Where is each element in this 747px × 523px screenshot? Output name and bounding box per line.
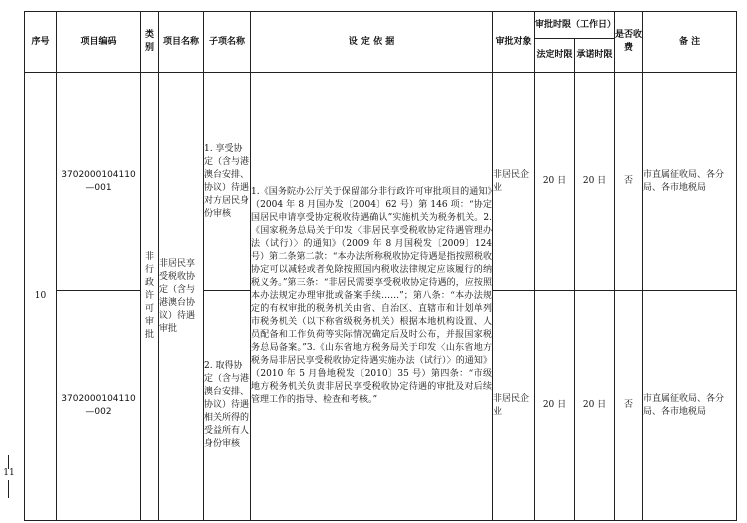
header-fee: 是否收费: [615, 12, 643, 73]
row-basis: 1.《国务院办公厅关于保留部分非行政许可审批项目的通知》（2004 年 8 月国办发〔2004〕62 号）第 146 项：“协定国居民申请享受协定税收待遇确认”实施机关为税务机关。2.《国家税务总局关于印发〈非居民享受税收协定待遇管理办法（试行）〉的通知》（2009 年 8 月国税发〔2009〕124 号）第二条第二款：“本办法所称税收协定待遇是指按照税收协定可以减轻或者免除按照国内税收法律规定应该履行的纳税义务。”第三条：“非居民需要享受税收协定待遇的，应按照本办法规定办理审批或备案手续……”；第八条：“本办法规定的有权审批的税务机关由省、自治区、直辖市和计划单列市税务机关（以下称省级税务机关）根据本地机构设置、人员配备和工作负荷等实际情况确定后及时公布，并报国家税务总局备案。”3.《山东省地方税务局关于印发〈山东省地方税务局非居民享受税收协定待遇实施办法（试行）〉的通知》（2010 年 5 月鲁地税发〔2010〕35 号）第四条：“市级地方税务机关负责非居民享受税收协定待遇的审批及对后续管理工作的指导、检查和考核。”: [251, 73, 493, 521]
sub-item-legal-limit: 20 日: [535, 291, 575, 521]
row-item-name: 非居民享受税收协定（含与港澳台协议）待遇审批: [159, 73, 204, 521]
sub-item-target: 非居民企业: [493, 291, 535, 521]
page-number: 11: [3, 468, 15, 478]
page-number-rule-top: [8, 455, 9, 469]
header-basis: 设 定 依 据: [251, 12, 493, 73]
header-time-limit: 审批时限（工作日）: [535, 12, 615, 39]
sub-item-promise-limit: 20 日: [575, 291, 615, 521]
sub-item-name: 1. 享受协定（含与港澳台安排、协议）待遇对方居民身份审核: [204, 73, 251, 291]
page-margin: [0, 0, 18, 523]
approval-items-table: [24, 11, 737, 521]
sub-item-target: 非居民企业: [493, 73, 535, 291]
header-remarks: 备 注: [643, 12, 737, 73]
header-seq: 序号: [25, 12, 57, 73]
header-code: 项目编码: [57, 12, 141, 73]
row-category: 非行政许可审批: [141, 73, 159, 521]
header-sub-name: 子项名称: [204, 12, 251, 73]
sub-item-fee: 否: [615, 291, 643, 521]
header-promise-limit: 承诺时限: [575, 39, 615, 73]
sub-item-code: 3702000104110—002: [57, 291, 141, 521]
header-category: 类别: [141, 12, 159, 73]
sub-item-fee: 否: [615, 73, 643, 291]
sub-item-remarks: 市直属征收局、各分局、各市地税局: [643, 291, 737, 521]
header-item-name: 项目名称: [159, 12, 204, 73]
sub-item-code: 3702000104110—001: [57, 73, 141, 291]
sub-item-name: 2. 取得协定（含与港澳台安排、协议）待遇相关所得的受益所有人身份审核: [204, 291, 251, 521]
page-number-rule-bottom: [8, 480, 9, 498]
row-seq: 10: [25, 73, 57, 521]
sub-item-legal-limit: 20 日: [535, 73, 575, 291]
header-target: 审批对象: [493, 12, 535, 73]
header-legal-limit: 法定时限: [535, 39, 575, 73]
sub-item-promise-limit: 20 日: [575, 73, 615, 291]
sub-item-remarks: 市直属征收局、各分局、各市地税局: [643, 73, 737, 291]
table-row: [25, 73, 737, 291]
